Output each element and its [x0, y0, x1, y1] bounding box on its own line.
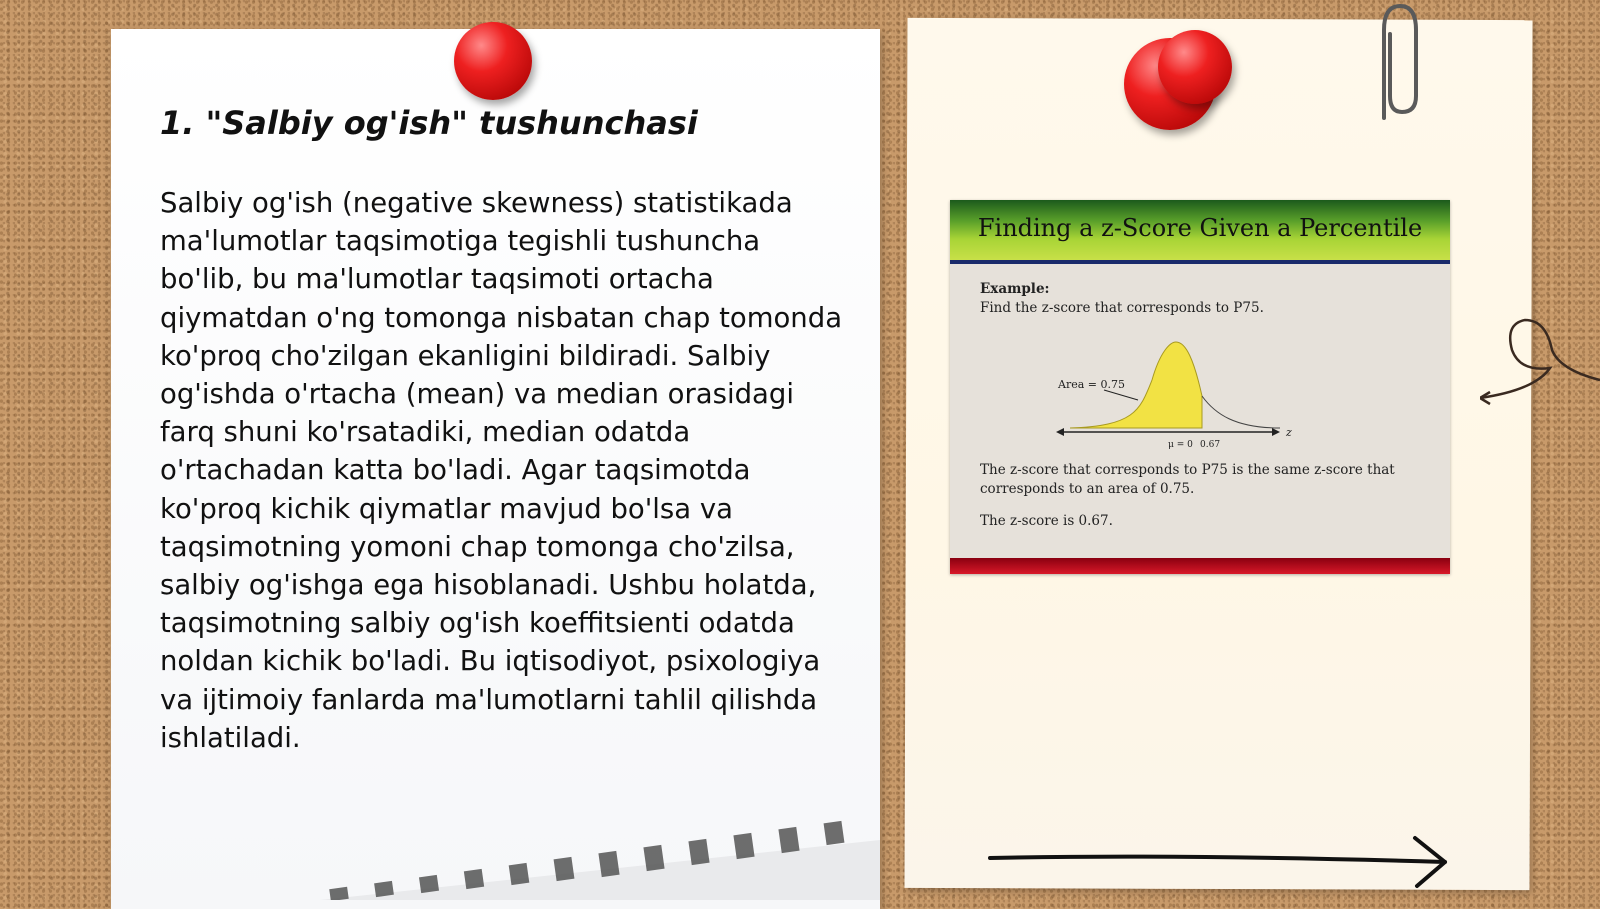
- paper-clip-icon: [1370, 0, 1430, 130]
- slide-image: [950, 200, 1450, 574]
- red-pin-right-front: [1158, 30, 1232, 104]
- axis-variable: z: [1286, 426, 1292, 439]
- mu-label: μ = 0: [1168, 440, 1193, 450]
- section-paragraph: Salbiy og'ish (negative skewness) statistikada ma'lumotlar taqsimotiga tegishli tushuncha bo'lib, bu ma'lumotlar taqsimoti ortacha qiymatdan o'ng tomonga nisbatan chap tomonda ko'proq cho'zilgan ekanligini bildiradi. Salbiy og'ishda o'rtacha (mean) va median orasidagi farq shuni ko'rsatadiki, median odatda o'rtachadan katta bo'ladi. Agar taqsimotda ko'proq kichik qiymatlar mavjud bo'lsa va taqsimotning yomoni chap tomonga cho'zilsa, salbiy og'ishga ega hisoblanadi. Ushbu holatda, taqsimotning salbiy og'ish koeffitsienti odatda noldan kichik bo'ladi. Bu iqtisodiyot, psixologiya va ijtimoiy fanlarda ma'lumotlarni tahlil qilishda ishlatiladi.: [160, 187, 843, 754]
- explanation-line-1: The z-score that corresponds to P75 is the same z-score that: [980, 462, 1395, 478]
- string-loop-decoration: [1480, 310, 1600, 410]
- slide-footer-bar: [950, 558, 1450, 574]
- explanation-line-2: corresponds to an area of 0.75.: [980, 481, 1195, 497]
- answer-line: The z-score is 0.67.: [980, 513, 1113, 529]
- z-value-label: 0.67: [1200, 440, 1221, 450]
- area-label: Area = 0.75: [1058, 378, 1125, 391]
- right-arrow-icon: [985, 830, 1455, 890]
- example-label: Example:: [980, 281, 1050, 297]
- example-text: Find the z-score that corresponds to P75.: [980, 300, 1264, 316]
- torn-paper-strip: [320, 800, 880, 900]
- red-pin-left: [454, 22, 532, 100]
- slide-title-bar: [950, 200, 1450, 264]
- section-heading: 1. "Salbiy og'ish" tushunchasi: [160, 104, 698, 142]
- slide-title: Finding a z-Score Given a Percentile: [977, 214, 1423, 242]
- normal-curve-diagram: [1040, 340, 1400, 460]
